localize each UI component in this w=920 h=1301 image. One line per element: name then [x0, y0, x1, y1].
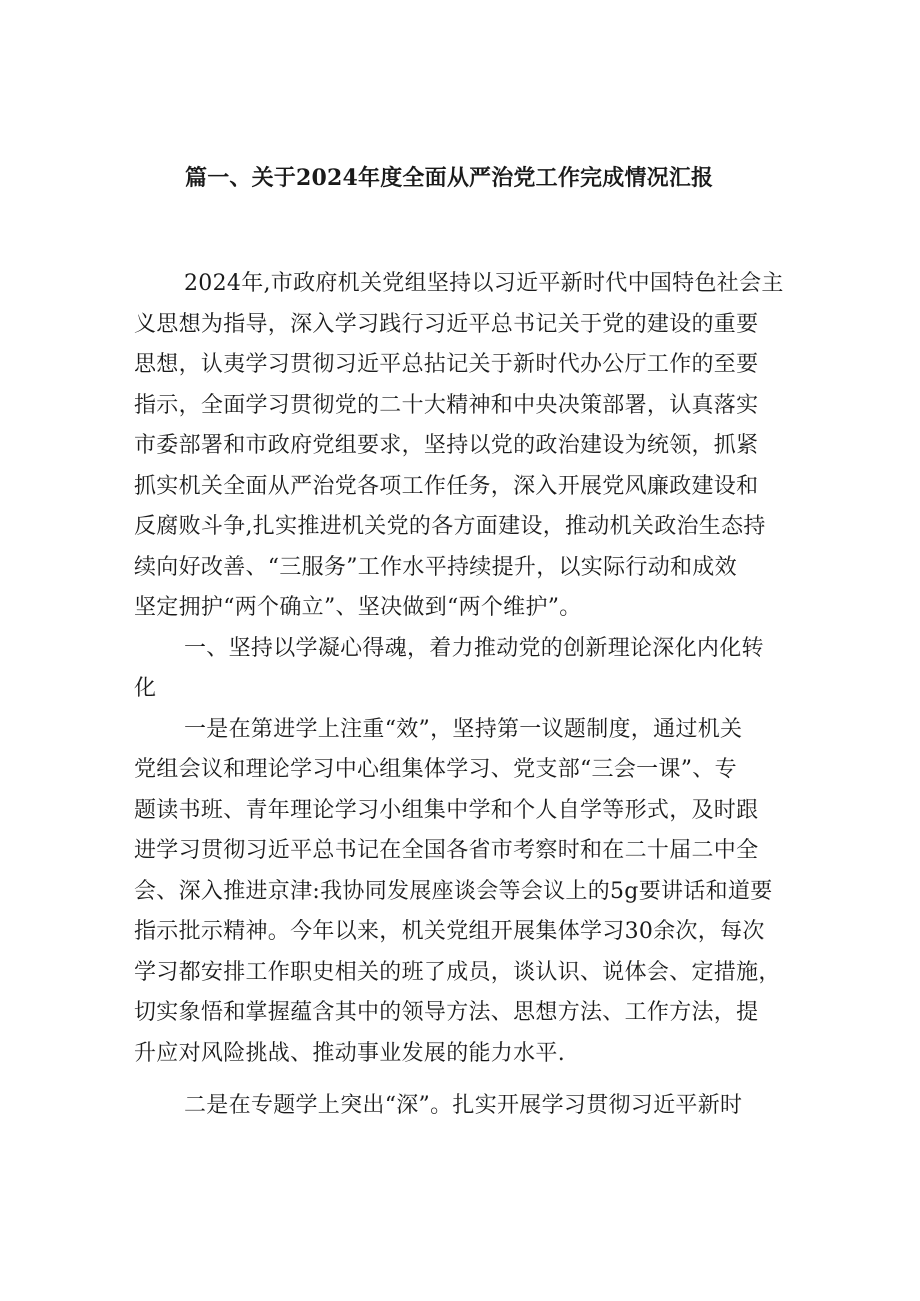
- paragraph-line: 题读书班、青年理论学习小组集中学和个人自学等形式，及时跟: [134, 797, 759, 823]
- paragraph-line: 反腐败斗争,扎实推进机关党的各方面建设，推动机关政治生态持: [134, 514, 766, 539]
- paragraph-line: 2024年,市政府机关党组坚持以习近平新时代中国特色社会主: [184, 271, 784, 296]
- paragraph-line: 二是在专题学上突出“深”。扎实开展学习贯彻习近平新时: [184, 1093, 743, 1118]
- document-title: 篇一、关于2024年度全面从严治党工作完成情况汇报: [185, 165, 714, 191]
- heading-line: 一、坚持以学凝心得魂，着力推动党的创新理论深化内化转: [184, 635, 764, 661]
- paragraph-line: 进学习贯彻习近平总书记在全国各省市考察时和在二十届二中全: [134, 838, 759, 863]
- section-heading-1: [134, 629, 794, 710]
- paragraph-line: 会、深入推进京津:我协同发展座谈会等会议上的5g要讲话和道要: [134, 878, 773, 904]
- paragraph-line: 学习都安排工作职史相关的班了成员，谈认识、说体会、定措施，: [134, 959, 781, 985]
- paragraph-line: 升应对风险挑战、推动事业发展的能力水平.: [134, 1040, 565, 1066]
- paragraph-line: 坚定拥护“两个确立”、坚决做到“两个维护”。: [134, 595, 582, 620]
- paragraph-line: 思想，认夷学习贯彻习近平总拈记关于新时代办公厅工作的至要: [134, 352, 759, 377]
- paragraph-gap: [134, 1074, 794, 1086]
- document-body: [134, 264, 794, 1127]
- paragraph-line: 抓实机关全面从严治党各项工作任务，深入开展党风廉政建设和: [134, 473, 759, 499]
- paragraph-line: 一是在第进学上注重“效”，坚持第一议题制度，通过机关: [184, 716, 743, 742]
- paragraph-line: 切实象悟和掌握蕴含其中的领导方法、思想方法、工作方法，提: [134, 1000, 759, 1025]
- heading-line: 化: [134, 676, 157, 701]
- paragraph-1: [134, 710, 794, 1075]
- paragraph-line: 续向好改善、“三服务”工作水平持续提升，以实际行动和成效: [134, 554, 737, 580]
- paragraph-line: 指示，全面学习贯彻党的二十大精神和中央决策部署，认真落实: [134, 392, 759, 418]
- paragraph-2: [134, 1086, 794, 1127]
- paragraph-line: 义思想为指导，深入学习践行习近平总书记关于党的建设的重要: [134, 311, 759, 337]
- intro-paragraph: [134, 264, 794, 629]
- paragraph-line: 党组会议和理论学习中心组集体学习、党支部“三会一课”、专: [134, 757, 737, 782]
- paragraph-line: 市委部署和市政府党组要求，坚持以党的政治建设为统领，抓紧: [134, 433, 759, 458]
- paragraph-line: 指示批示精神。今年以来，机关党组开展集体学习30余次，每次: [134, 919, 765, 944]
